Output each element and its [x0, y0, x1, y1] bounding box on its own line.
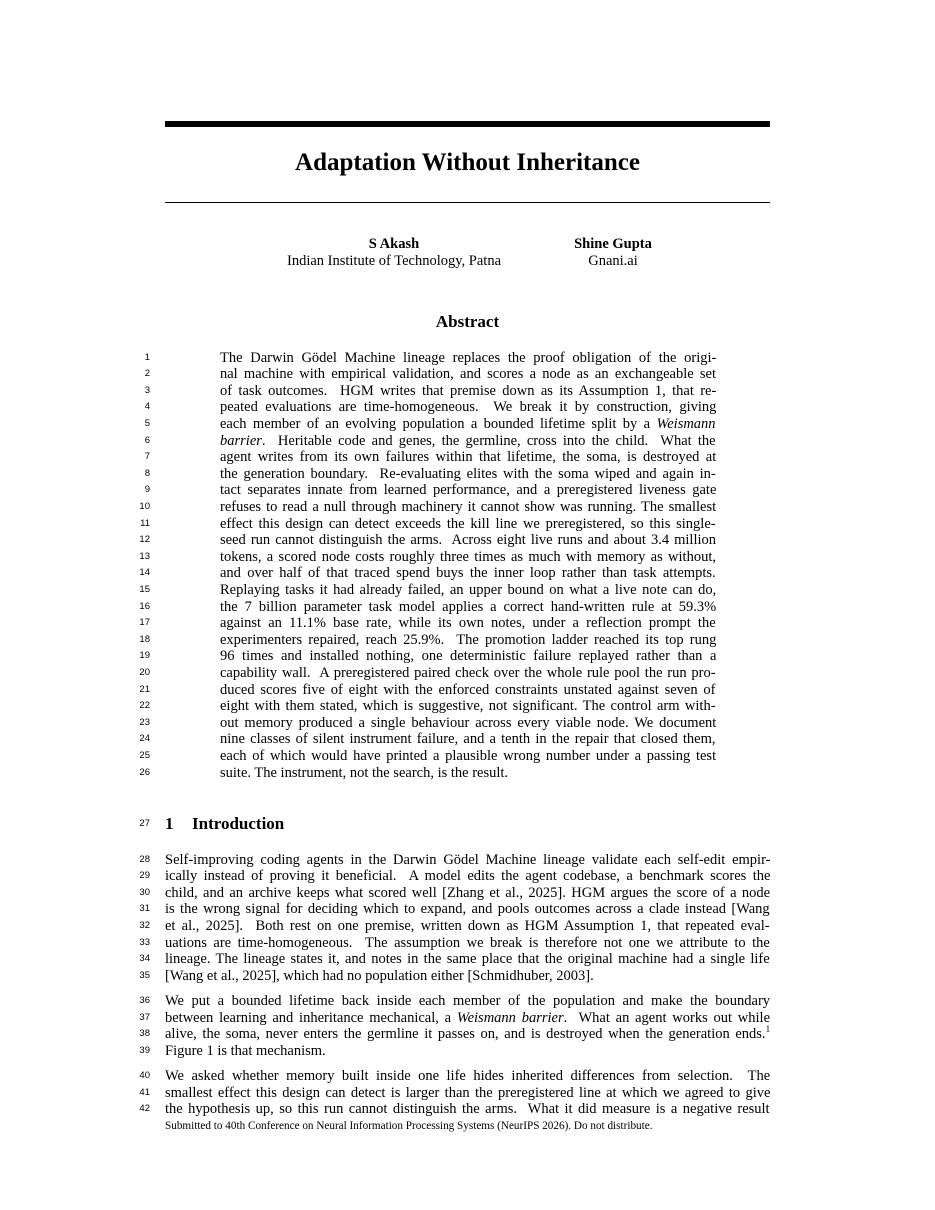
text-line: [220, 748, 716, 765]
text-line: [220, 765, 508, 782]
line-text: Self-improving coding agents in the Darwin Gödel Machine lineage validate each self-edit empir-: [165, 851, 771, 868]
line-text: The Darwin Gödel Machine lineage replaces the proof obligation of the origi-: [220, 349, 717, 366]
line-text: against an 11.1% base rate, while its own notes, under a reflection prompt the: [220, 615, 716, 632]
line-number: 8: [144, 467, 150, 479]
text-line: [165, 1010, 770, 1027]
text-line: [220, 599, 716, 616]
text-line: [165, 951, 770, 968]
line-text: nal machine with empirical validation, and scores a node as an exchangeable set: [220, 366, 717, 383]
text-line: [220, 383, 716, 400]
text-line: [165, 1026, 770, 1043]
author-block-1: [265, 236, 523, 270]
line-text: duced scores five of eight with the enforced constraints unstated against seven of: [220, 681, 716, 698]
line-number: 39: [139, 1044, 150, 1056]
text-line: [165, 901, 770, 918]
line-number: 37: [139, 1011, 150, 1023]
text-line: [220, 682, 716, 699]
line-number: 19: [139, 650, 150, 662]
author-name: Shine Gupta: [574, 236, 652, 252]
line-text: suite. The instrument, not the search, is the result.: [220, 764, 509, 781]
line-text: experimenters repaired, reach 25.9%. The promotion ladder reached its top rung: [220, 631, 717, 648]
emphasis: barrier: [220, 432, 262, 449]
line-number: 3: [144, 384, 150, 396]
emphasis: Weismann barrier: [456, 1009, 564, 1026]
line-text: child, and an archive keeps what scored well [Zhang et al., 2025]. HGM argues the score of a node: [165, 884, 771, 901]
text-line: [165, 1101, 770, 1118]
line-text: is the wrong signal for deciding which to expand, and pools outcomes across a clade instead [Wang: [165, 901, 770, 918]
text-line: [220, 632, 716, 649]
submission-footer: Submitted to 40th Conference on Neural Information Processing Systems (NeurIPS 2026). Do not distribute.: [165, 1120, 653, 1132]
text-line: [220, 499, 716, 516]
text-line: [165, 918, 770, 935]
line-text: seed run cannot distinguish the arms. Across eight live runs and about 3.4 million: [220, 532, 717, 549]
line-number: 2: [144, 368, 150, 380]
line-text: Figure 1 is that mechanism.: [165, 1042, 326, 1059]
text-line: [220, 516, 716, 533]
line-text: effect this design can detect exceeds the kill line we preregistered, so this single-: [220, 515, 716, 532]
line-text: the hypothesis up, so this run cannot distinguish the arms. What it did measure is a negative result: [165, 1101, 770, 1118]
text-line: [165, 935, 770, 952]
line-text: out memory produced a single behaviour across every viable node. We document: [220, 714, 717, 731]
line-number: 30: [139, 886, 150, 898]
line-number: 36: [139, 995, 150, 1006]
line-number: 1: [144, 351, 150, 363]
line-text: . What an agent works out while: [563, 1009, 771, 1026]
line-text: capability wall. A preregistered paired check over the whole rule pool the run pro-: [220, 664, 716, 681]
line-number: 34: [139, 953, 150, 965]
text-line: [220, 482, 716, 499]
text-line: [220, 582, 716, 599]
text-line: [220, 449, 716, 466]
line-number: 41: [139, 1086, 150, 1098]
text-line: [220, 648, 716, 665]
line-number: 12: [139, 534, 150, 546]
line-text: We asked whether memory built inside one life hides inherited differences from selection. The: [165, 1068, 771, 1084]
text-line: [220, 532, 716, 549]
line-number: 15: [139, 583, 150, 595]
section-number: 1: [165, 814, 174, 833]
line-number: 4: [144, 401, 150, 413]
line-number: 18: [139, 633, 150, 645]
line-text: . Heritable code and genes, the germline, cross into the child. What the: [261, 432, 716, 449]
text-line: [220, 466, 716, 483]
line-number: 35: [139, 969, 150, 981]
line-text: nine classes of silent instrument failure, and a tenth in the repair that closed them,: [220, 731, 716, 748]
emphasis: Weismann: [656, 415, 716, 432]
text-line: [220, 433, 716, 450]
author-name: S Akash: [368, 236, 420, 252]
author-block-2: [553, 236, 673, 270]
line-number: 23: [139, 716, 150, 728]
title-bottom-rule: [165, 202, 770, 203]
line-text: between learning and inheritance mechanical, a: [165, 1009, 457, 1026]
text-line: [220, 350, 716, 367]
author-affiliation: Gnani.ai: [588, 253, 638, 269]
abstract-heading: Abstract: [435, 312, 500, 331]
line-text: refuses to read a null through machinery it cannot show was running. The smallest: [220, 498, 717, 515]
line-text: Replaying tasks it had already failed, an upper bound on what a live note can do,: [220, 581, 717, 598]
text-line: [165, 852, 770, 869]
line-text: lineage. The lineage states it, and notes in the same place that the original machine had a single life: [165, 951, 770, 968]
text-line: [220, 366, 716, 383]
line-text: ically instead of proving it beneficial. A model edits the agent codebase, a benchmark scores the: [165, 868, 771, 885]
line-text: the generation boundary. Re-evaluating elites with the soma wiped and again in-: [220, 465, 716, 482]
line-number: 11: [140, 517, 150, 529]
text-line: [220, 665, 716, 682]
text-line: [165, 1085, 770, 1102]
line-number: 13: [139, 550, 150, 562]
line-text: each of which would have printed a plausible wrong number under a passing test: [220, 747, 717, 764]
line-number: 20: [139, 666, 150, 678]
text-line: [165, 868, 770, 885]
line-text: agent writes from its own failures within that lifetime, the soma, is destroyed at: [220, 449, 717, 466]
line-number: 21: [139, 683, 150, 695]
text-line: [165, 993, 770, 1010]
line-number: 17: [139, 617, 150, 629]
line-number: 25: [139, 749, 150, 761]
line-number: 6: [144, 434, 150, 446]
text-line: [220, 399, 716, 416]
text-line: [165, 1043, 326, 1060]
line-text: et al., 2025]. Both rest on one premise, written down as HGM Assumption 1, that repeated eval-: [165, 917, 770, 934]
line-text: the 7 billion parameter task model applies a correct hand-written rule at 59.3%: [220, 598, 717, 615]
line-number: 26: [139, 766, 150, 778]
text-line: [220, 698, 716, 715]
line-number: 16: [139, 600, 150, 612]
line-text: each member of an evolving population a bounded lifetime split by a: [220, 415, 657, 432]
author-affiliation: Indian Institute of Technology, Patna: [286, 253, 502, 269]
text-line: [220, 715, 716, 732]
text-line: [165, 1068, 770, 1085]
line-text: eight with them stated, which is suggestive, not significant. The control arm with-: [220, 698, 716, 715]
text-line: [165, 968, 594, 985]
line-text: We put a bounded lifetime back inside each member of the population and make the boundary: [165, 993, 771, 1009]
line-number: 10: [139, 500, 150, 512]
line-text: of task outcomes. HGM writes that premise down as its Assumption 1, that re-: [220, 382, 717, 399]
line-number: 42: [139, 1103, 150, 1115]
title-top-rule: [165, 121, 770, 127]
line-number: 7: [144, 451, 150, 463]
line-number: 38: [139, 1028, 150, 1040]
line-number: 5: [144, 417, 150, 429]
text-line: [220, 565, 716, 582]
section-heading: [165, 813, 284, 835]
paper-title: Adaptation Without Inheritance: [295, 149, 640, 176]
text-line: [220, 416, 716, 433]
text-line: [220, 731, 716, 748]
line-text: alive, the soma, never enters the germline it passes on, and is destroyed when the generation ends.: [165, 1026, 766, 1043]
line-number: 24: [139, 733, 150, 745]
line-number: 33: [139, 936, 150, 948]
text-line: [220, 615, 716, 632]
line-number: 14: [139, 567, 150, 579]
line-number: 32: [139, 919, 150, 931]
line-number: 27: [139, 818, 150, 829]
line-number: 9: [144, 484, 150, 496]
line-text: smallest effect this design can detect is larger than the preregistered line at which we agreed to give: [165, 1084, 771, 1101]
line-text: tokens, a scored node costs roughly three times as much with memory as without,: [220, 548, 716, 565]
line-text: uations are time-homogeneous. The assumption we break is therefore not one we attribute to the: [165, 934, 770, 951]
text-line: [165, 885, 770, 902]
line-number: 28: [139, 853, 150, 865]
line-number: 40: [139, 1070, 150, 1081]
line-text: peated evaluations are time-homogeneous. We break it by construction, giving: [220, 399, 717, 416]
line-number: 31: [139, 903, 150, 915]
line-text: and over half of that traced spend buys the inner loop rather than task attempts.: [220, 565, 716, 582]
line-number: 29: [139, 870, 150, 882]
line-text: [Wang et al., 2025], which had no population either [Schmidhuber, 2003].: [165, 967, 594, 984]
line-text: 96 times and installed nothing, one deterministic failure replayed rather than a: [220, 648, 717, 665]
text-line: [220, 549, 716, 566]
line-number: 22: [139, 700, 150, 712]
line-text: tact separates innate from learned performance, and a preregistered liveness gate: [220, 482, 717, 499]
footnote-marker: 1: [765, 1024, 771, 1035]
section-title: Introduction: [192, 814, 285, 833]
